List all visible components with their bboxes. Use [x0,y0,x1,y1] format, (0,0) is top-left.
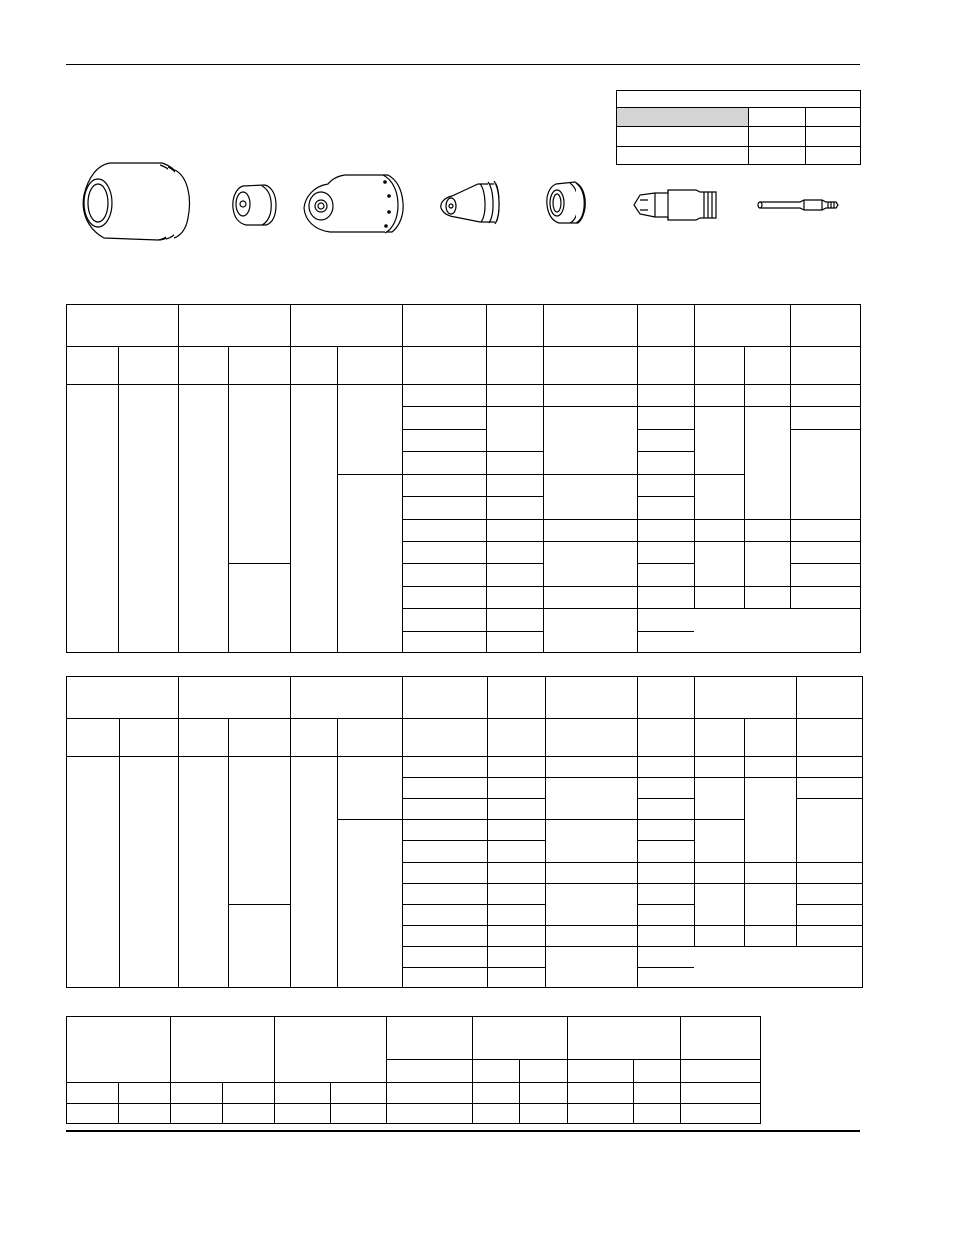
swirl-ring-icon [547,182,585,223]
nozzle-retainer-small-icon [233,185,276,225]
parts-illustration [0,0,954,280]
water-tube-icon [758,200,838,210]
electrode-icon [634,190,716,220]
retaining-cap-icon [304,175,403,233]
footer-rule [66,1130,860,1132]
nozzle-icon [441,181,499,224]
shield-part-icon [83,163,189,240]
